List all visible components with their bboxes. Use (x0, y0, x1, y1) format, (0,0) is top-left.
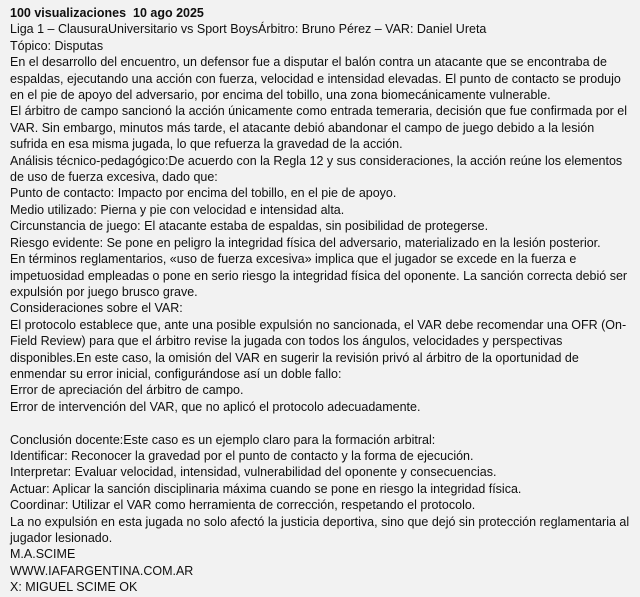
description-line: Tópico: Disputas (10, 38, 104, 53)
description-line: Identificar: Reconocer la gravedad por el punto de contacto y la forma de ejecución. (10, 448, 474, 463)
description-line: En términos reglamentarios, «uso de fuerza excesiva» implica que el jugador se excede en la fuerza e impetuosidad empleadas o pone en serio riesgo la integridad física del oponente. La sanción correcta debió ser expulsión por juego brusco grave. (10, 252, 631, 299)
description-line: El árbitro de campo sancionó la acción únicamente como entrada temeraria, decisión que fue confirmada por el VAR. Sin embargo, minutos más tarde, el atacante debió abandonar el campo de juego debido a la lesión sufrida en esa misma jugada, lo que refuerza la gravedad de la acción. (10, 104, 631, 152)
description-line: Liga 1 – ClausuraUniversitario vs Sport BoysÁrbitro: Bruno Pérez – VAR: Daniel Ureta (10, 22, 487, 37)
description-line: M.A.SCIME (10, 547, 76, 562)
description-line: Interpretar: Evaluar velocidad, intensidad, vulnerabilidad del oponente y consecuencias. (10, 465, 497, 480)
description-meta (10, 5, 630, 21)
view-count: 100 visualizaciones (10, 6, 127, 20)
description-line: Circunstancia de juego: El atacante estaba de espaldas, sin posibilidad de protegerse. (10, 219, 489, 234)
description-line: Actuar: Aplicar la sanción disciplinaria máxima cuando se pone en riesgo la integridad física. (10, 481, 522, 496)
description-line: Análisis técnico-pedagógico:De acuerdo con la Regla 12 y sus consideraciones, la acción reúne los elementos de uso de fuerza excesiva, dado que: (10, 153, 626, 185)
blank-line (10, 415, 630, 431)
description-line: Consideraciones sobre el VAR: (10, 301, 183, 316)
description-line: El protocolo establece que, ante una posible expulsión no sancionada, el VAR debe recomendar una OFR (On-Field Review) para que el árbitro revise la jugada con todos los ángulos, velocidades y perspectivas disponibles.En este caso, la omisión del VAR en sugerir la revisión privó al árbitro de la oportunidad de enmendar su error inicial, configurándose así un doble fallo: (10, 317, 627, 381)
description-line: Conclusión docente:Este caso es un ejemplo claro para la formación arbitral: (10, 432, 436, 447)
description-line: Punto de contacto: Impacto por encima del tobillo, en el pie de apoyo. (10, 186, 397, 201)
description-line: WWW.IAFARGENTINA.COM.AR (10, 563, 194, 578)
description-line: Medio utilizado: Pierna y pie con velocidad e intensidad alta. (10, 202, 345, 217)
description-line: Error de apreciación del árbitro de campo. (10, 383, 244, 398)
description-line: Error de intervención del VAR, que no aplicó el protocolo adecuadamente. (10, 399, 421, 414)
description-text (10, 21, 633, 595)
description-line: Coordinar: Utilizar el VAR como herramienta de corrección, respetando el protocolo. (10, 498, 476, 513)
upload-date: 10 ago 2025 (133, 6, 204, 20)
description-line: En el desarrollo del encuentro, un defensor fue a disputar el balón contra un atacante que se encontraba de espaldas, ejecutando una acción con fuerza, velocidad e intensidad elevadas. El punto de contacto se produjo en el pie de apoyo del adversario, por encima del tobillo, una zona biomecánicamente vulnerable. (10, 55, 625, 103)
description-line: Riesgo evidente: Se pone en peligro la integridad física del adversario, materializado en la lesión posterior. (10, 235, 601, 250)
description-line: La no expulsión en esta jugada no solo afectó la justicia deportiva, sino que dejó sin protección reglamentaria al jugador lesionado. (10, 514, 633, 545)
description-line: X: MIGUEL SCIME OK (10, 580, 138, 595)
